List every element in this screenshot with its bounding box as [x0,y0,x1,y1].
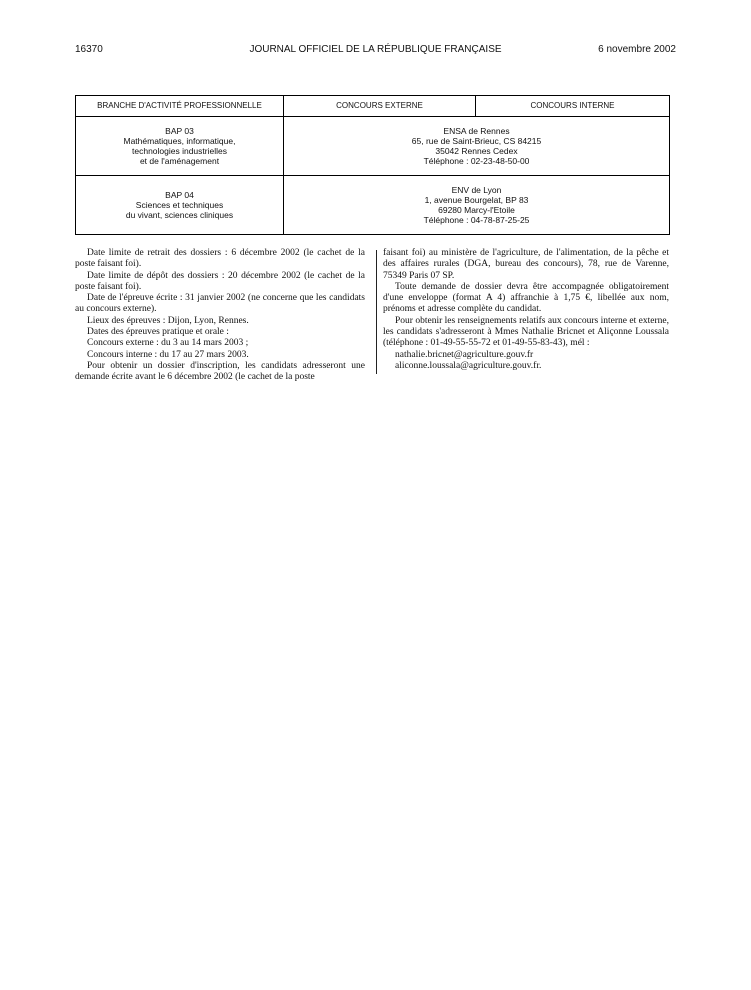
paragraph: Pour obtenir les renseignements relatifs aux concours interne et externe, les candidats s'adresseront à Mmes Nathalie Bricnet et Aliçonne Loussala (téléphone : 01-49-55-55-72 et 01-49-55-83-43), mél : [383,315,669,349]
branch-cell [76,117,284,176]
centre-address: 65, rue de Saint-Brieuc, CS 84215 [411,136,542,146]
column-separator [376,250,377,374]
paragraph: Concours externe : du 3 au 14 mars 2003 ; [87,338,249,349]
header-concours-externe: CONCOURS EXTERNE [284,96,476,117]
centre-name: ENV de Lyon [451,185,502,195]
paragraph: Date limite de retrait des dossiers : 6 décembre 2002 (le cachet de la poste faisant foi). [75,248,365,270]
branch-line: et de l'aménagement [139,156,220,166]
header-concours-interne: CONCOURS INTERNE [476,96,670,117]
right-column [383,248,669,372]
table-row [76,176,670,235]
branch-line: du vivant, sciences cliniques [125,210,234,220]
concours-table [75,95,670,235]
centre-name: ENSA de Rennes [443,126,510,136]
paragraph: Lieux des épreuves : Dijon, Lyon, Rennes. [87,315,249,326]
centre-address: 1, avenue Bourgelat, BP 83 [424,195,529,205]
paragraph: Date limite de dépôt des dossiers : 20 décembre 2002 (le cachet de la poste faisant foi). [75,270,365,292]
branch-line: Mathématiques, informatique, [123,136,236,146]
centre-city: 69280 Marcy-l'Etoile [438,205,515,215]
branch-line: technologies industrielles [132,146,227,156]
paragraph: Dates des épreuves pratique et orale : [87,327,229,338]
centre-cell [284,117,670,176]
table-row [76,117,670,176]
email-address: nathalie.bricnet@agriculture.gouv.fr [395,349,534,360]
centre-phone: Téléphone : 02-23-48-50-00 [423,156,530,166]
paragraph-continuation: faisant foi) au ministère de l'agriculture, de l'alimentation, de la pêche et des affaires rurales (DGA, bureau des concours), 78, rue de Varenne, 75349 Paris 07 SP. [383,248,669,281]
journal-title: JOURNAL OFFICIEL DE LA RÉPUBLIQUE FRANÇAISE [249,44,502,55]
page-number: 16370 [75,44,103,55]
centre-cell [284,176,670,235]
issue-date: 6 novembre 2002 [598,44,676,55]
centre-phone: Téléphone : 04-78-87-25-25 [423,215,530,225]
paragraph: Date de l'épreuve écrite : 31 janvier 2002 (ne concerne que les candidats au concours externe). [75,293,365,315]
centre-city: 35042 Rennes Cedex [435,146,518,156]
table-header-row [76,96,670,117]
paragraph: Toute demande de dossier devra être accompagnée obligatoirement d'une enveloppe (format A 4) affranchie à 1,75 €, libellée aux nom, prénoms et adresse complète du candidat. [383,281,669,315]
email-address: aliconne.loussala@agriculture.gouv.fr. [395,360,542,371]
branch-cell [76,176,284,235]
branch-code: BAP 04 [165,190,194,200]
header-branche: BRANCHE D'ACTIVITÉ PROFESSIONNELLE [76,96,284,117]
branch-code: BAP 03 [165,126,194,136]
paragraph: Concours interne : du 17 au 27 mars 2003. [87,349,249,360]
left-column [75,248,365,384]
branch-line: Sciences et techniques [135,200,224,210]
paragraph: Pour obtenir un dossier d'inscription, les candidats adresseront une demande écrite avant le 6 décembre 2002 (le cachet de la poste [75,360,365,383]
